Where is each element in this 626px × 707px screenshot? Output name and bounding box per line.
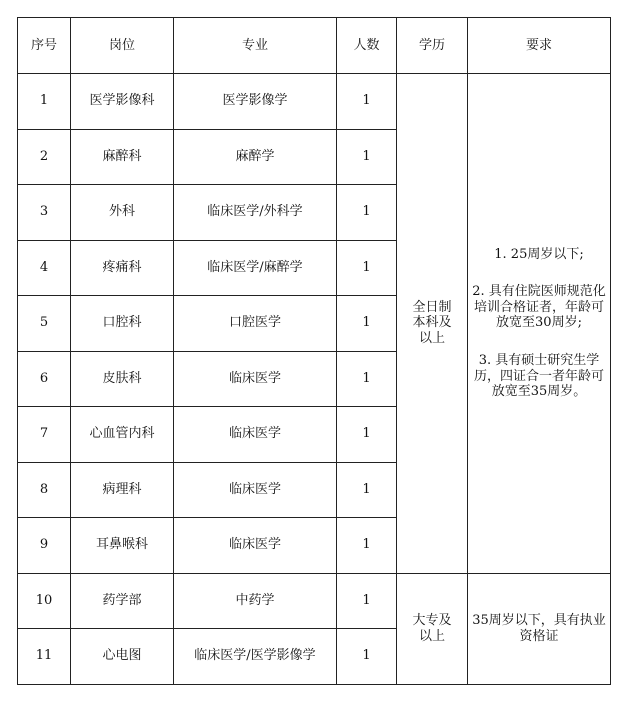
row-major: 口腔医学 [174, 296, 337, 352]
row-count: 1 [337, 462, 397, 518]
row-count: 1 [337, 296, 397, 352]
row-no: 3 [18, 185, 71, 241]
row-major: 中药学 [174, 573, 337, 629]
education-line: 以上 [418, 628, 445, 644]
row-no: 7 [18, 407, 71, 463]
requirements-group1 [468, 74, 611, 574]
requirement-item: 2. 具有住院医师规范化培训合格证者，年龄可放宽至30周岁; [472, 284, 606, 331]
row-post: 外科 [71, 185, 174, 241]
row-major: 临床医学 [174, 518, 337, 574]
row-major: 临床医学/医学影像学 [174, 629, 337, 685]
education-line: 大专及 [412, 612, 452, 628]
row-no: 4 [18, 240, 71, 296]
row-major: 临床医学 [174, 351, 337, 407]
row-count: 1 [337, 351, 397, 407]
row-major: 临床医学 [174, 462, 337, 518]
education-group1 [397, 74, 468, 574]
row-post: 皮肤科 [71, 351, 174, 407]
row-major: 临床医学/麻醉学 [174, 240, 337, 296]
header-row [18, 18, 611, 74]
table-row [18, 573, 611, 629]
row-no: 11 [18, 629, 71, 685]
row-post: 疼痛科 [71, 240, 174, 296]
requirement-item: 3. 具有硕士研究生学历，四证合一者年龄可放宽至35周岁。 [473, 353, 604, 400]
row-count: 1 [337, 573, 397, 629]
row-count: 1 [337, 629, 397, 685]
header-post: 岗位 [71, 18, 174, 74]
education-group2 [397, 573, 468, 684]
row-post: 耳鼻喉科 [71, 518, 174, 574]
row-no: 9 [18, 518, 71, 574]
row-post: 病理科 [71, 462, 174, 518]
header-requirements: 要求 [468, 18, 611, 74]
row-count: 1 [337, 518, 397, 574]
row-no: 8 [18, 462, 71, 518]
row-no: 2 [18, 129, 71, 185]
education-line: 本科及 [412, 315, 452, 331]
row-major: 临床医学/外科学 [174, 185, 337, 241]
row-post: 心血管内科 [71, 407, 174, 463]
header-count: 人数 [337, 18, 397, 74]
row-count: 1 [337, 407, 397, 463]
row-no: 5 [18, 296, 71, 352]
row-no: 6 [18, 351, 71, 407]
row-post: 口腔科 [71, 296, 174, 352]
recruitment-table [17, 17, 611, 685]
requirement-item: 1. 25周岁以下; [494, 246, 584, 262]
row-count: 1 [337, 74, 397, 130]
table-row [18, 74, 611, 130]
row-count: 1 [337, 185, 397, 241]
row-post: 心电图 [71, 629, 174, 685]
row-major: 临床医学 [174, 407, 337, 463]
header-education: 学历 [397, 18, 468, 74]
row-post: 医学影像科 [71, 74, 174, 130]
header-major: 专业 [174, 18, 337, 74]
row-major: 麻醉学 [174, 129, 337, 185]
row-count: 1 [337, 240, 397, 296]
row-post: 麻醉科 [71, 129, 174, 185]
header-no: 序号 [18, 18, 71, 74]
row-post: 药学部 [71, 573, 174, 629]
row-no: 1 [18, 74, 71, 130]
row-count: 1 [337, 129, 397, 185]
row-no: 10 [18, 573, 71, 629]
education-line: 全日制 [412, 299, 452, 315]
education-line: 以上 [418, 331, 445, 347]
requirements-group2: 35周岁以下，具有执业资格证 [468, 573, 611, 684]
row-major: 医学影像学 [174, 74, 337, 130]
